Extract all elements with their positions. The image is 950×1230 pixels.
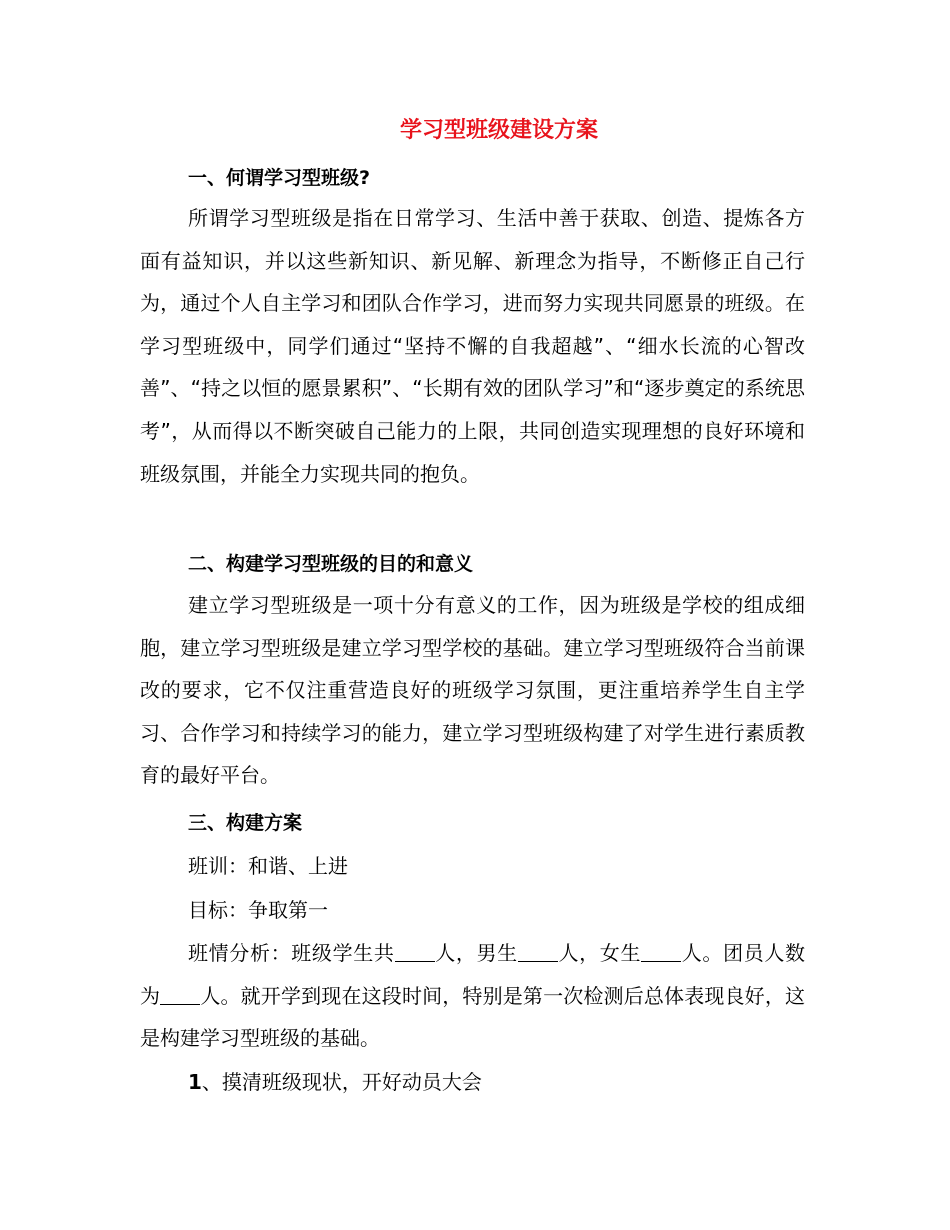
- list-item-number: 1: [188, 1070, 202, 1094]
- class-analysis: [140, 932, 805, 1060]
- section-heading-2: 二、构建学习型班级的目的和意义: [188, 553, 474, 575]
- list-item-1: [188, 1068, 482, 1096]
- list-item-text: 、摸清班级现状，开好动员大会: [201, 1070, 482, 1094]
- section-body-2: 建立学习型班级是一项十分有意义的工作，因为班级是学校的组成细胞，建立学习型班级是建立学习型学校的基础。建立学习型班级符合当前课改的要求，它不仅注重营造良好的班级学习氛围，更注重培养学生自主学习、合作学习和持续学习的能力，建立学习型班级构建了对学生进行素质教育的最好平台。: [140, 593, 805, 788]
- document-title: 学习型班级建设方案: [399, 118, 598, 143]
- analysis-text-4: 人。团员人数为: [140, 941, 806, 1008]
- section-body-1: 所谓学习型班级是指在日常学习、生活中善于获取、创造、提炼各方面有益知识，并以这些新知识、新见解、新理念为指导，不断修正自己行为，通过个人自主学习和团队合作学习，进而努力实现共同愿景的班级。在学习型班级中，同学们通过“坚持不懈的自我超越”、“细水长流的心智改善”、“持之以恒的愿景累积”、“长期有效的团队学习”和“逐步奠定的系统思考”，从而得以不断突破自己能力的上限，共同创造实现理想的良好环境和班级氛围，并能全力实现共同的抱负。: [140, 206, 805, 486]
- blank-girls: [641, 943, 681, 962]
- blank-total-students: [395, 943, 435, 962]
- blank-boys: [518, 943, 558, 962]
- analysis-text-3: 人，女生: [557, 941, 642, 965]
- section-heading-3: 三、构建方案: [188, 812, 303, 834]
- analysis-text-2: 人，男生: [434, 941, 518, 965]
- section-heading-1: 一、何谓学习型班级?: [188, 167, 371, 189]
- class-goal: 目标：争取第一: [188, 898, 328, 922]
- analysis-text-1: 班情分析：班级学生共: [188, 941, 395, 965]
- blank-league-members: [160, 986, 200, 1005]
- analysis-text-5: 人。就开学到现在这段时间，特别是第一次检测后总体表现良好，这是构建学习型班级的基础。: [140, 983, 806, 1051]
- class-motto: 班训：和谐、上进: [188, 854, 348, 878]
